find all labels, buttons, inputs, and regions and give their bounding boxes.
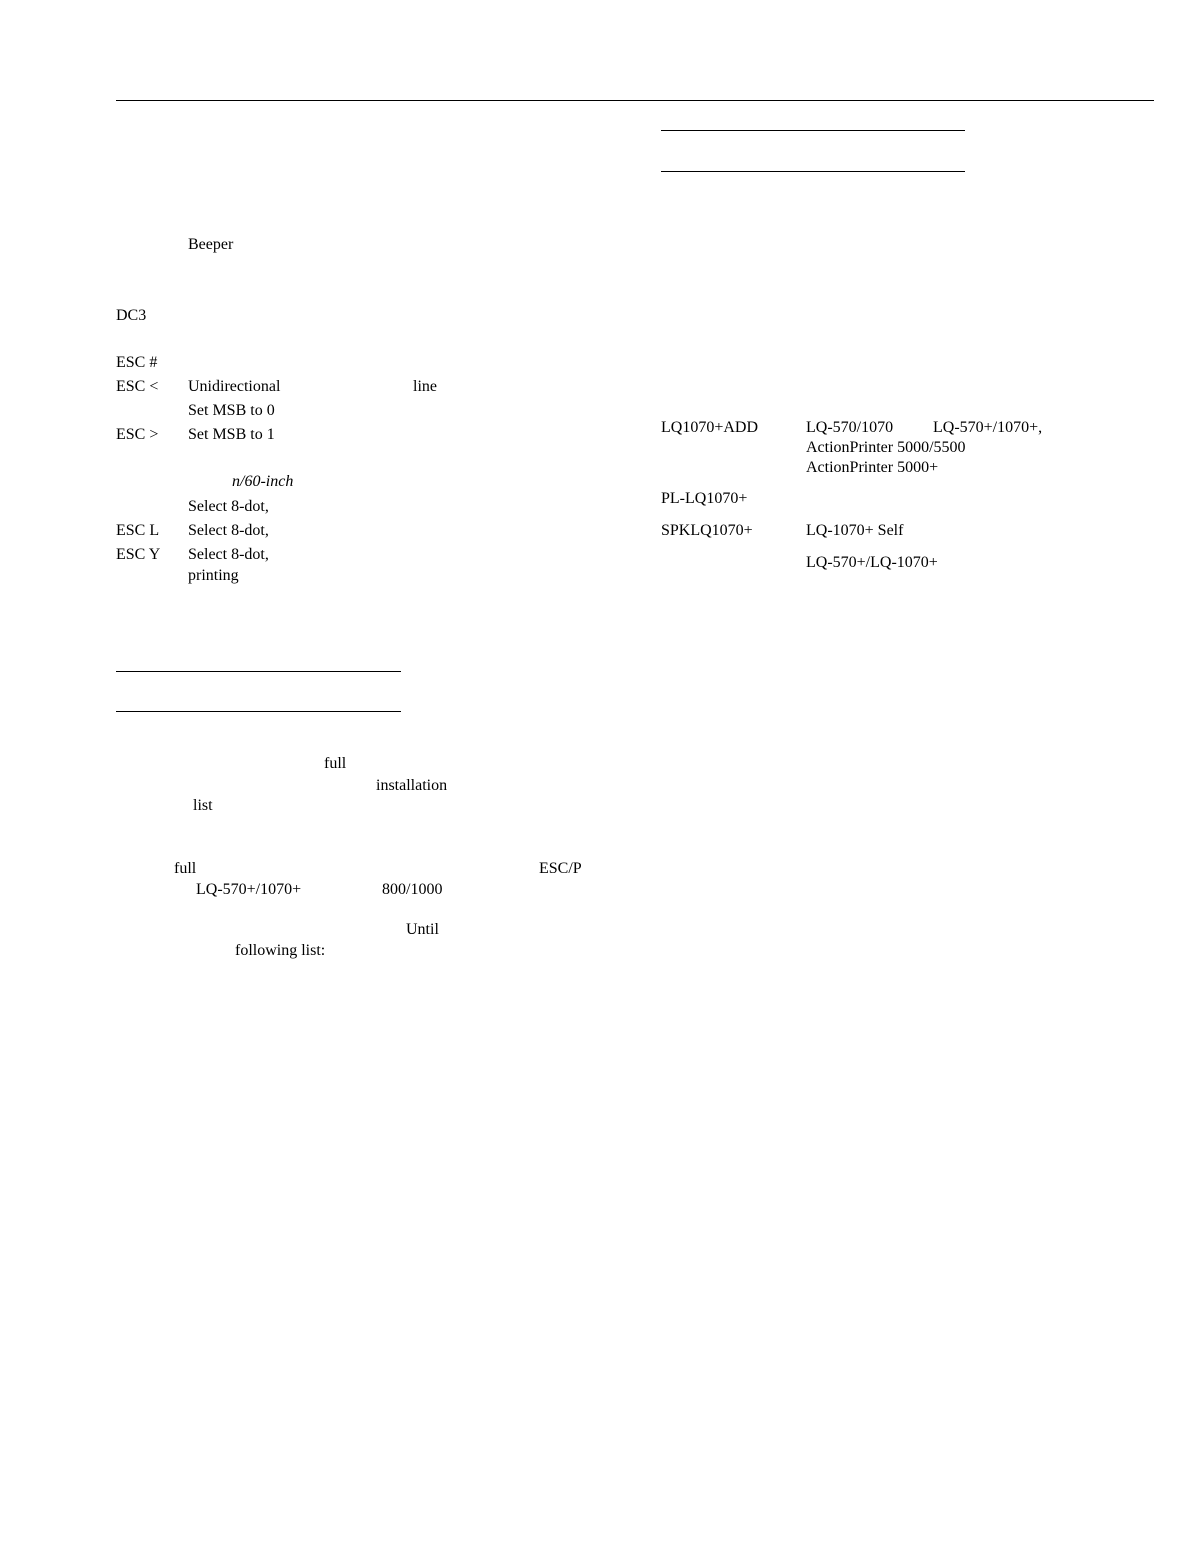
- product-description: LQ-570+/LQ-1070+: [806, 554, 938, 571]
- body-word: list: [193, 797, 213, 814]
- command-code: ESC #: [116, 354, 158, 371]
- command-description-extra: line: [413, 378, 437, 395]
- dc3-code: DC3: [116, 307, 147, 324]
- command-code: ESC L: [116, 522, 160, 539]
- command-description: n/60-inch: [232, 473, 294, 490]
- command-description: Select 8-dot,: [188, 546, 269, 563]
- product-name: PL-LQ1070+: [661, 490, 748, 507]
- product-description: LQ-1070+ Self: [806, 522, 904, 539]
- command-code: ESC >: [116, 426, 159, 443]
- command-description: Set MSB to 0: [188, 402, 275, 419]
- product-description: LQ-570/1070: [806, 419, 894, 436]
- beeper-label: Beeper: [188, 236, 234, 253]
- body-word: installation: [376, 777, 448, 794]
- body-word: full: [324, 755, 347, 772]
- right-table-rule-top: [661, 130, 965, 131]
- right-table-rule-bottom: [661, 171, 965, 172]
- header-rule: [116, 100, 1154, 101]
- body-word: following list:: [235, 942, 326, 959]
- body-word: Until: [406, 921, 439, 938]
- command-description: Set MSB to 1: [188, 426, 275, 443]
- body-word: 800/1000: [382, 881, 443, 898]
- command-description: Unidirectional: [188, 378, 281, 395]
- product-description: ActionPrinter 5000/5500: [806, 439, 966, 456]
- command-description: Select 8-dot,: [188, 498, 269, 515]
- command-description: printing: [188, 567, 239, 584]
- command-description: Select 8-dot,: [188, 522, 269, 539]
- body-word: full: [174, 860, 197, 877]
- product-name: LQ1070+ADD: [661, 419, 759, 436]
- body-word: LQ-570+/1070+: [196, 881, 302, 898]
- left-table-rule-bottom: [116, 711, 401, 712]
- command-code: ESC <: [116, 378, 159, 395]
- left-table-rule-top: [116, 671, 401, 672]
- product-description-extra: LQ-570+/1070+,: [933, 419, 1043, 436]
- command-code: ESC Y: [116, 546, 161, 563]
- product-description: ActionPrinter 5000+: [806, 459, 939, 476]
- product-name: SPKLQ1070+: [661, 522, 753, 539]
- body-word: ESC/P: [539, 860, 582, 877]
